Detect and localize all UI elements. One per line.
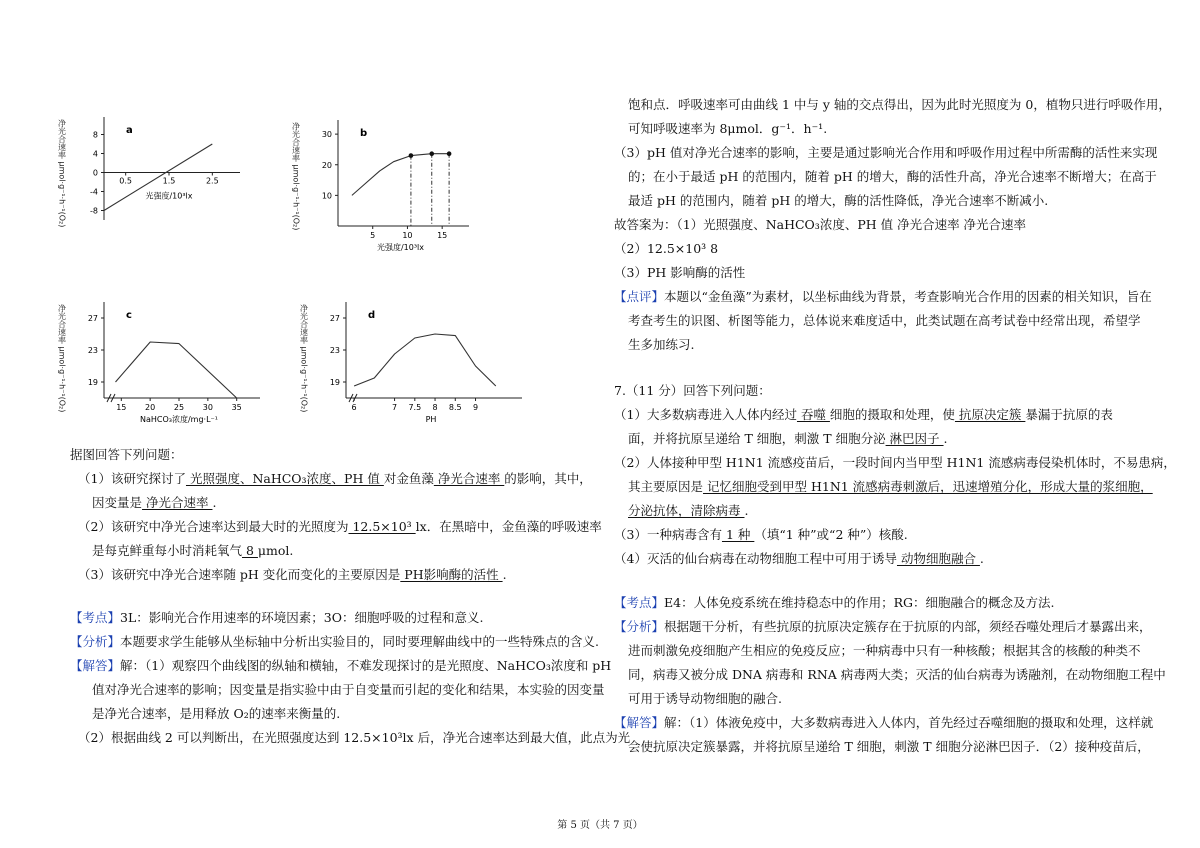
left-lines-line [70,610,483,626]
text-segment: 3L：影响光合作用速率的环境因素；3O：细胞呼吸的过程和意义. [120,610,484,625]
y-tick-label: 30 [321,130,332,140]
text-segment: 同，病毒又被分成 DNA 病毒和 RNA 病毒两大类；灭活的仙台病毒为诱融剂，在动物细胞工程中 [628,667,1166,682]
text-segment: . [979,551,984,566]
right-lines-line [614,289,1152,305]
section-tag: 【分析】 [70,634,121,649]
x-tick-label: 8 [432,403,438,412]
y-tick-label: -8 [90,206,98,216]
text-segment: μmol. [257,543,294,558]
x-tick-label: 8.5 [448,403,462,412]
x-tick-label: 2.5 [205,176,219,186]
section-tag: 【解答】 [614,715,665,730]
data-point [429,151,434,156]
chart-b-svg [291,98,468,263]
x-tick-label: 20 [145,403,156,412]
right-lines-line [614,455,1176,471]
right-lines-line [614,619,1152,635]
text-segment: 解：（1）体液免疫中，大多数病毒进入人体内，首先经过吞噬细胞的摄取和处理，这样就 [664,715,1154,730]
right-lines-line [628,503,748,519]
right-lines-line [628,97,1171,113]
answer-blank: 8 [242,543,258,558]
text-segment: 是每克鲜重每小时消耗氧气 [92,543,243,558]
text-segment: （3）该研究中净光合速率随 pH 变化而变化的主要原因是 [78,567,401,582]
text-segment: 面，并将抗原呈递给 T 细胞，刺激 T 细胞分泌 [628,431,886,446]
text-segment: 7.（11 分）回答下列问题： [614,383,771,398]
y-tick-label: 4 [92,149,98,159]
text-segment: （3）PH 影响酶的活性 [614,265,746,280]
series-line [352,154,449,196]
section-tag: 【考点】 [70,610,121,625]
right-lines-line [628,337,694,353]
left-lines-line [78,730,630,746]
right-lines-line [628,691,782,707]
answer-blank: 淋巴因子 [885,431,944,446]
y-tick-label: 27 [329,314,340,323]
left-lines-line [70,447,183,463]
text-segment: 对金鱼藻 [383,471,434,486]
text-segment: E4：人体免疫系统在维持稳态中的作用；RG：细胞融合的概念及方法. [664,595,1055,610]
left-lines-line [92,706,340,722]
text-segment: 细胞的摄取和处理，使 [829,407,955,422]
right-lines-line [628,667,1166,683]
right-lines-line [628,313,1141,329]
text-segment: 最适 pH 的范围内，随着 pH 的增大，酶的活性降低，净光合速率不断减小. [628,193,1049,208]
answer-blank: 动物细胞融合 [896,551,980,566]
text-segment: 饱和点．呼吸速率可由曲线 1 中与 y 轴的交点得出，因为此时光照度为 0，植物只进行呼吸作用， [628,97,1171,112]
text-segment: （3）pH 值对净光合速率的影响，主要是通过影响光合作用和呼吸作用过程中所需酶的活性来实现 [614,145,1158,160]
right-lines-line [628,169,1157,185]
data-point [409,153,414,158]
y-tick-label: 8 [92,130,98,140]
right-lines-line [614,551,984,567]
x-axis-label: 光强度/10³lx [376,243,425,252]
chart-b [291,98,468,263]
right-lines-line [628,121,827,137]
x-tick-label: 7 [392,403,398,412]
y-axis-label: 净光合速率 μmol·g⁻¹·h⁻¹(O₂) [57,304,67,413]
text-segment: 的影响，其中， [504,471,592,486]
answer-blank: 记忆细胞受到甲型 H1N1 流感病毒刺激后，迅速增殖分化，形成大量的浆细胞， [703,479,1153,494]
x-axis-label: 光强度/10³lx [145,191,193,201]
left-lines-line [70,658,611,674]
answer-blank: 分泌抗体，清除病毒 [628,503,745,518]
x-tick-label: 15 [437,231,448,240]
x-tick-label: 6 [351,403,357,412]
answer-blank: 光照强度、NaHCO₃浓度、PH 值 [185,471,384,486]
text-segment: 本题以“金鱼藻”为素材，以坐标曲线为背景，考查影响光合作用的因素的相关知识，旨在 [664,289,1152,304]
right-lines-line [628,479,1153,495]
right-lines-line [614,595,1054,611]
text-segment: 考查考生的识图、析图等能力，总体说来难度适中，此类试题在高考试卷中经常出现，希望学 [628,313,1141,328]
answer-blank: 净光合速率 [433,471,505,486]
text-segment: . [212,495,217,510]
right-lines-line [614,527,908,543]
text-segment: 其主要原因是 [628,479,704,494]
text-segment: 暴漏于抗原的表 [1025,407,1113,422]
answer-blank: PH影响酶的活性 [400,567,503,582]
text-segment: （2）人体接种甲型 H1N1 流感疫苗后，一段时间内当甲型 H1N1 流感病毒侵染机体时，不易患病， [614,455,1176,470]
right-lines-line [614,145,1157,161]
text-segment: （填“1 种”或“2 种”）核酸. [754,527,908,542]
y-tick-label: 27 [87,314,98,323]
text-segment: 可知呼吸速率为 8μmol．g⁻¹．h⁻¹. [628,121,828,136]
text-segment: . [502,567,507,582]
left-lines-line [92,682,605,698]
y-tick-label: 23 [329,346,340,355]
left-lines-line [78,471,592,487]
text-segment: 是净光合速率，是用释放 O₂的速率来衡量的. [92,706,341,721]
section-tag: 【分析】 [614,619,665,634]
y-tick-label: 19 [329,378,340,387]
right-lines-line [614,265,745,281]
x-tick-label: 1.5 [162,176,176,186]
left-lines-line [92,495,216,511]
chart-title: a [126,125,133,136]
y-tick-label: 0 [92,168,98,178]
series-line [116,342,237,398]
y-tick-label: -4 [90,187,98,197]
text-segment: 根据题干分析，有些抗原的抗原决定簇存在于抗原的内部，须经吞噬处理后才暴露出来， [664,619,1152,634]
text-segment: （2）12.5×10³ 8 [614,241,719,256]
right-lines-line [628,739,1150,755]
chart-c-svg [57,272,270,432]
chart-title: c [126,310,132,321]
text-segment: （1）大多数病毒进入人体内经过 [614,407,797,422]
text-segment: （1）该研究探讨了 [78,471,186,486]
right-lines-line [614,407,1113,423]
section-tag: 【点评】 [614,289,665,304]
answer-blank: 抗原决定簇 [954,407,1026,422]
x-axis-label: PH [425,415,437,424]
section-tag: 【解答】 [70,658,121,673]
text-segment: （4）灭活的仙台病毒在动物细胞工程中可用于诱导 [614,551,897,566]
series-line [354,334,496,386]
answer-blank: 1 种 [721,527,755,542]
left-lines-line [78,567,507,583]
text-segment: 故答案为：（1）光照强度、NaHCO₃浓度、PH 值 净光合速率 净光合速率 [614,217,1027,232]
chart-title: d [368,310,376,321]
text-segment: 的；在小于最适 pH 的范围内，随着 pH 的增大，酶的活性升高，净光合速率不断增大；在高于 [628,169,1157,184]
right-lines-line [614,217,1026,233]
x-tick-label: 25 [173,403,185,412]
y-axis-label: 净光合速率 μmol·g⁻¹·h⁻¹(O₂) [57,119,67,228]
right-lines-line [614,383,771,399]
y-axis-label: 净光合速率 μmol·g⁻¹·h⁻¹(O₂) [299,304,309,413]
right-lines-line [628,643,1141,659]
x-tick-label: 30 [202,403,213,412]
page-footer: 第 5 页（共 7 页） [557,820,643,831]
text-segment: 据图回答下列问题： [70,447,183,462]
text-segment: 会使抗原决定簇暴露，并将抗原呈递给 T 细胞，刺激 T 细胞分泌淋巴因子．（2）接种疫苗后， [628,739,1150,754]
chart-d [299,272,530,432]
text-segment: . [744,503,749,518]
answer-blank: 吞噬 [796,407,830,422]
text-segment: 解：（1）观察四个曲线图的纵轴和横轴，不难发现探讨的是光照度、NaHCO₃浓度和 pH [120,658,612,673]
text-segment: 可用于诱导动物细胞的融合. [628,691,782,706]
chart-d-svg [299,272,530,432]
chart-c [57,272,270,432]
right-lines-line [628,193,1048,209]
y-tick-label: 10 [321,191,332,201]
text-segment: lx．在黑暗中，金鱼藻的呼吸速率 [415,519,602,534]
x-tick-label: 35 [231,403,242,412]
text-segment: （3）一种病毒含有 [614,527,722,542]
x-tick-label: 9 [472,403,479,412]
data-point [447,151,452,156]
section-tag: 【考点】 [614,595,665,610]
chart-a [57,100,310,250]
chart-a-svg [57,100,310,250]
left-lines-line [92,543,293,559]
y-axis-label: 净光合速率 μmol·g⁻¹·h⁻¹(O₂) [291,122,301,231]
x-tick-label: 5 [370,231,376,240]
x-axis-label: NaHCO₃浓度/mg·L⁻¹ [140,415,218,424]
chart-title: b [360,128,368,139]
right-lines-line [614,715,1153,731]
y-tick-label: 20 [321,160,332,170]
text-segment: . [943,431,948,446]
x-tick-label: 15 [116,403,127,412]
text-segment: （2）该研究中净光合速率达到最大时的光照度为 [78,519,349,534]
left-lines-line [78,519,602,535]
y-tick-label: 19 [87,378,98,387]
text-segment: 生多加练习. [628,337,695,352]
answer-blank: 净光合速率 [142,495,213,510]
right-lines-line [614,241,718,257]
x-tick-label: 0.5 [119,176,133,186]
x-tick-label: 10 [402,231,413,240]
text-segment: （2）根据曲线 2 可以判断出，在光照强度达到 12.5×10³lx 后，净光合速率达到最大值，此点为光 [78,730,631,745]
answer-blank: 12.5×10³ [348,519,416,534]
left-lines-line [70,634,599,650]
text-segment: 进而刺激免疫细胞产生相应的免疫反应；一种病毒中只有一种核酸；根据其含的核酸的种类不 [628,643,1141,658]
y-tick-label: 23 [87,346,98,355]
right-lines-line [628,431,948,447]
text-segment: 值对净光合速率的影响；因变量是指实验中由于自变量而引起的变化和结果，本实验的因变量 [92,682,605,697]
text-segment: 因变量是 [92,495,143,510]
x-tick-label: 7.5 [408,403,422,412]
text-segment: 本题要求学生能够从坐标轴中分析出实验目的，同时要理解曲线中的一些特殊点的含义. [120,634,599,649]
